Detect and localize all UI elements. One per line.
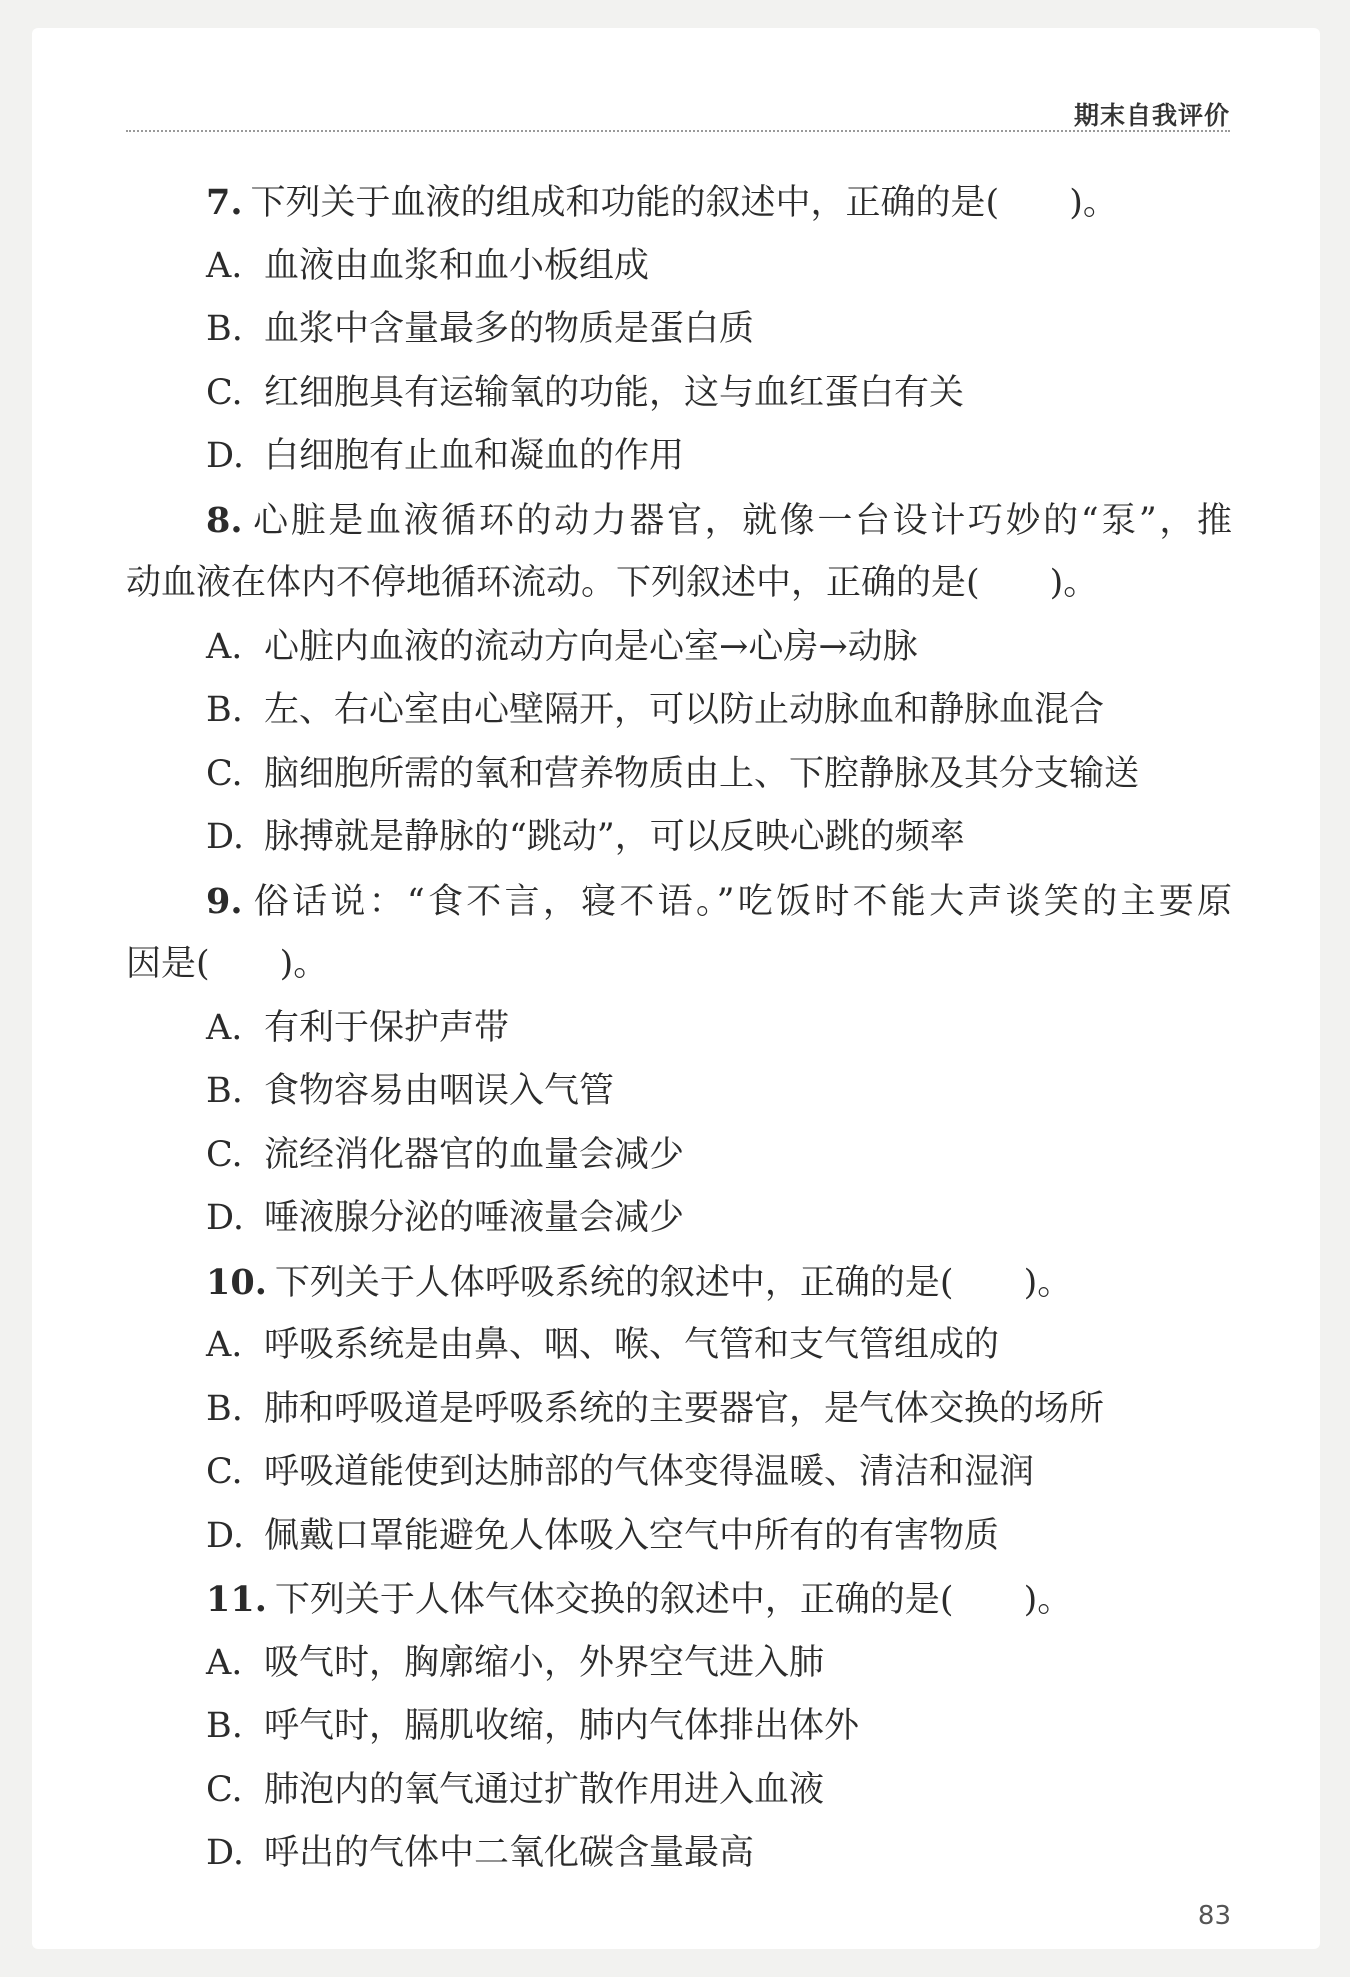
- option-letter: B.: [206, 309, 243, 349]
- question-10: [126, 1251, 1232, 1569]
- question-stem: [126, 1568, 1232, 1632]
- option-d: [126, 1822, 1232, 1886]
- question-number: 11.: [206, 1579, 267, 1620]
- option-c: [126, 362, 1232, 426]
- option-text: 白细胞有止血和凝血的作用: [264, 436, 685, 476]
- option-c: [126, 1124, 1232, 1188]
- option-c: [126, 743, 1232, 807]
- question-number: 9.: [206, 880, 243, 922]
- option-d: [126, 1187, 1232, 1251]
- option-text: 肺和呼吸道是呼吸系统的主要器官，是气体交换的场所: [264, 1388, 1105, 1429]
- option-text: 心脏内血液的流动方向是心室→心房→动脉: [264, 626, 918, 667]
- question-stem-text: 心脏是血液循环的动力器官，就像一台设计巧妙的“泵”，推: [250, 500, 1232, 541]
- option-letter: D.: [206, 817, 244, 857]
- question-stem: [126, 870, 1232, 934]
- option-a: [126, 1632, 1232, 1696]
- option-c: [126, 1441, 1232, 1505]
- option-letter: A.: [206, 1325, 243, 1365]
- option-letter: D.: [206, 436, 244, 476]
- option-text: 肺泡内的氧气通过扩散作用进入血液: [264, 1769, 825, 1810]
- option-d: [126, 425, 1232, 489]
- option-text: 左、右心室由心壁隔开，可以防止动脉血和静脉血混合: [264, 690, 1105, 730]
- option-a: [126, 997, 1232, 1061]
- option-letter: C.: [206, 1134, 243, 1175]
- option-text: 吸气时，胸廓缩小，外界空气进入肺: [264, 1642, 825, 1683]
- option-text: 唾液腺分泌的唾液量会减少: [264, 1198, 685, 1238]
- option-text: 食物容易由咽误入气管: [264, 1071, 615, 1111]
- option-letter: B.: [206, 1706, 243, 1746]
- option-letter: A.: [206, 245, 243, 286]
- question-number: 10.: [206, 1261, 267, 1303]
- question-stem-continuation: 因是( )。: [126, 944, 329, 984]
- page-number: 83: [1197, 1901, 1231, 1931]
- page-header: [126, 64, 1230, 132]
- option-letter: B.: [206, 1388, 243, 1429]
- option-letter: D.: [206, 1198, 244, 1238]
- option-text: 流经消化器官的血量会减少: [264, 1134, 685, 1175]
- question-stem: [126, 171, 1232, 235]
- option-letter: D.: [206, 1833, 244, 1873]
- question-list: [126, 171, 1232, 1886]
- question-stem-continuation: 动血液在体内不停地循环流动。下列叙述中，正确的是( )。: [126, 563, 1099, 603]
- option-b: [126, 1695, 1232, 1759]
- question-number: 7.: [206, 182, 243, 223]
- option-b: [126, 679, 1232, 743]
- option-a: [126, 235, 1232, 299]
- option-text: 红细胞具有运输氧的功能，这与血红蛋白有关: [264, 372, 965, 413]
- question-stem-text: 下列关于人体气体交换的叙述中，正确的是( )。: [274, 1580, 1073, 1620]
- option-b: [126, 1378, 1232, 1442]
- question-11: [126, 1568, 1232, 1886]
- option-b: [126, 298, 1232, 362]
- question-8: [126, 489, 1232, 870]
- option-letter: C.: [206, 372, 243, 413]
- page-sheet: [32, 28, 1320, 1949]
- option-letter: A.: [206, 626, 243, 667]
- question-stem-text: 下列关于人体呼吸系统的叙述中，正确的是( )。: [274, 1262, 1073, 1303]
- option-letter: C.: [206, 1452, 243, 1492]
- question-stem-text: 俗话说：“食不言，寝不语。”吃饭时不能大声谈笑的主要原: [250, 881, 1232, 922]
- option-letter: B.: [206, 1071, 243, 1111]
- question-stem-text: 下列关于血液的组成和功能的叙述中，正确的是( )。: [250, 183, 1118, 223]
- option-c: [126, 1759, 1232, 1823]
- question-7: [126, 171, 1232, 489]
- question-stem: [126, 489, 1232, 553]
- header-title: 期末自我评价: [1073, 101, 1230, 130]
- option-text: 呼气时，膈肌收缩，肺内气体排出体外: [264, 1706, 860, 1746]
- option-text: 血浆中含量最多的物质是蛋白质: [264, 309, 755, 349]
- option-text: 血液由血浆和血小板组成: [264, 245, 650, 286]
- option-letter: C.: [206, 1769, 243, 1810]
- option-d: [126, 806, 1232, 870]
- option-d: [126, 1505, 1232, 1569]
- option-a: [126, 1314, 1232, 1378]
- option-b: [126, 1060, 1232, 1124]
- question-9: [126, 870, 1232, 1251]
- option-text: 佩戴口罩能避免人体吸入空气中所有的有害物质: [264, 1515, 1000, 1556]
- option-letter: D.: [206, 1515, 244, 1556]
- option-text: 呼出的气体中二氧化碳含量最高: [264, 1833, 755, 1873]
- option-text: 呼吸系统是由鼻、咽、喉、气管和支气管组成的: [264, 1325, 1000, 1365]
- option-text: 脑细胞所需的氧和营养物质由上、下腔静脉及其分支输送: [264, 753, 1140, 794]
- option-letter: A.: [206, 1642, 243, 1683]
- option-text: 脉搏就是静脉的“跳动”，可以反映心跳的频率: [264, 817, 965, 857]
- option-text: 呼吸道能使到达肺部的气体变得温暖、清洁和湿润: [264, 1452, 1035, 1492]
- option-text: 有利于保护声带: [264, 1007, 510, 1048]
- option-a: [126, 616, 1232, 680]
- option-letter: C.: [206, 753, 243, 794]
- option-letter: B.: [206, 690, 243, 730]
- question-stem: [126, 1251, 1232, 1315]
- option-letter: A.: [206, 1007, 243, 1048]
- question-number: 8.: [206, 499, 243, 541]
